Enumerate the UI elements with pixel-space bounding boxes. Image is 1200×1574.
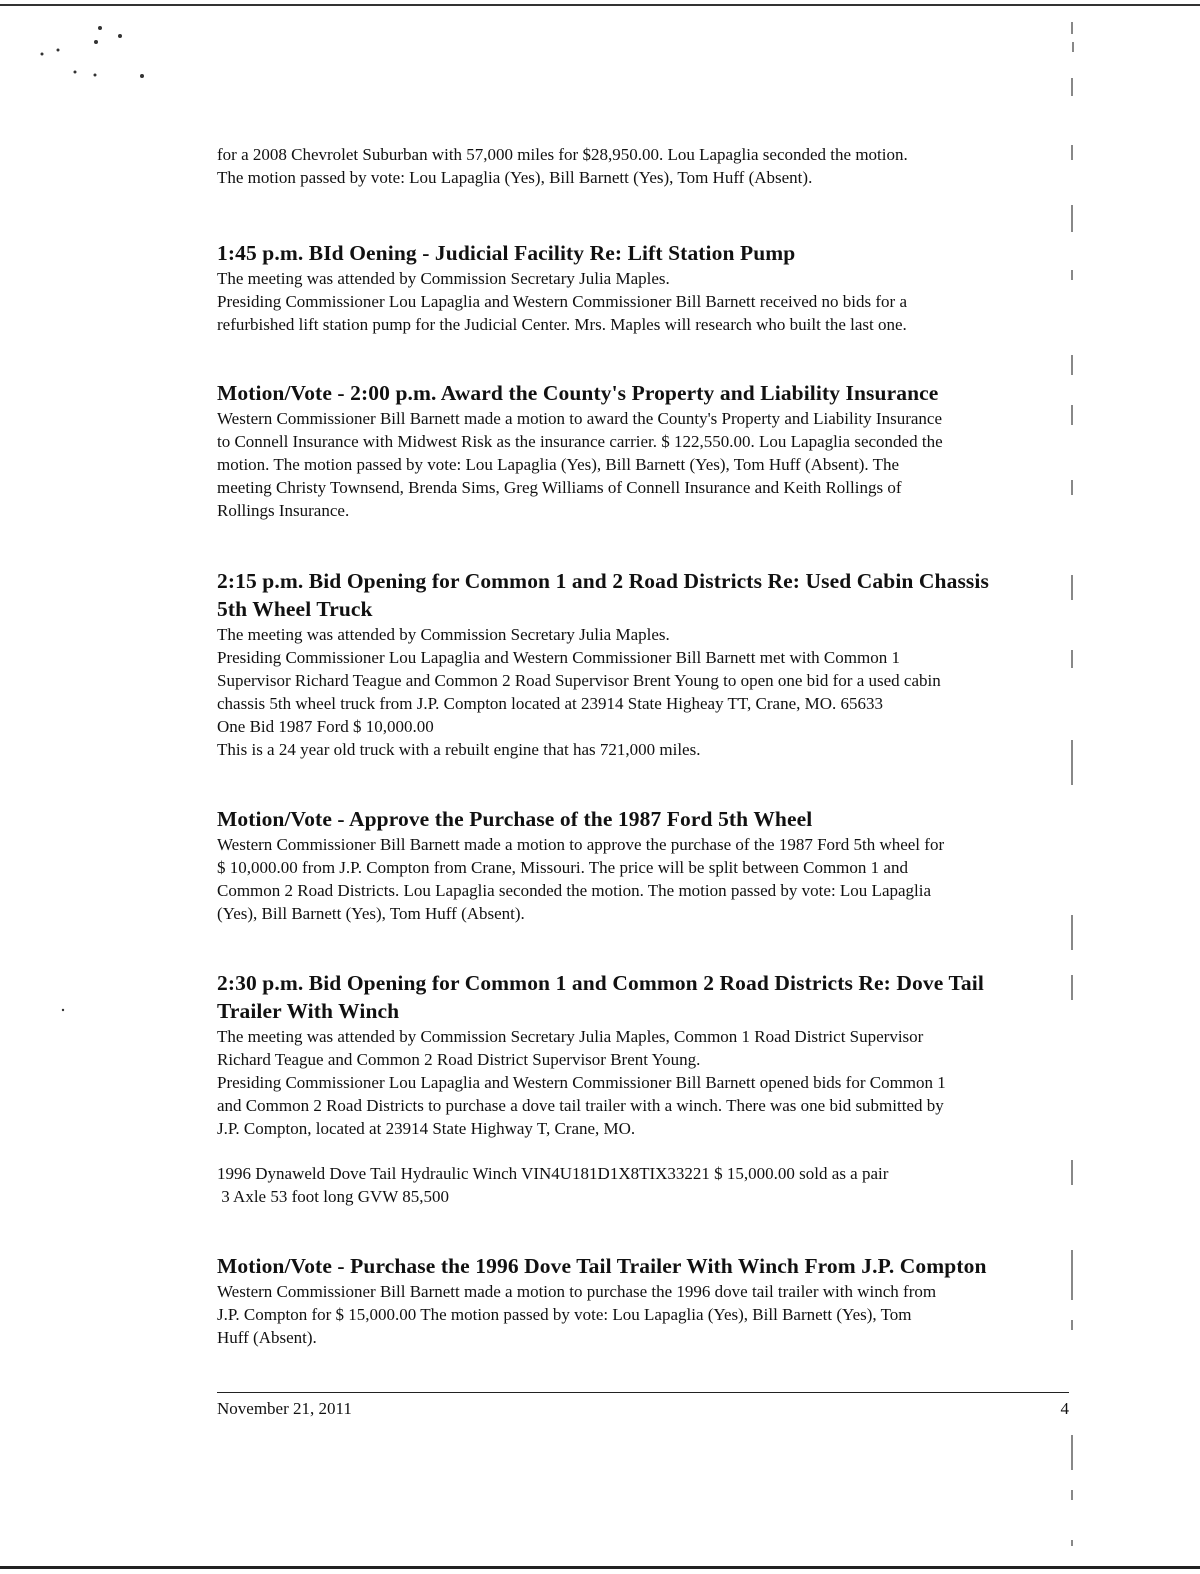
minutes-body (217, 143, 1077, 1349)
section-dove-tail-bid (217, 969, 1077, 1208)
section-heading: 2:30 p.m. Bid Opening for Common 1 and Common 2 Road Districts Re: Dove Tail (217, 971, 984, 995)
bottom-scan-rule (0, 1566, 1200, 1569)
section-heading: 5th Wheel Truck (217, 597, 373, 621)
text-line: Presiding Commissioner Lou Lapaglia and Western Commissioner Bill Barnett received no bids for a (217, 292, 907, 311)
text-line: chassis 5th wheel truck from J.P. Compton located at 23914 State Higheay TT, Crane, MO. 65633 (217, 694, 884, 713)
text-line: The motion passed by vote: Lou Lapaglia (Yes), Bill Barnett (Yes), Tom Huff (Absent). (217, 168, 813, 187)
section-heading: Motion/Vote - Purchase the 1996 Dove Tail Trailer With Winch From J.P. Compton (217, 1254, 987, 1278)
bid-item-line: 3 Axle 53 foot long GVW 85,500 (217, 1187, 450, 1206)
text-line: The meeting was attended by Commission Secretary Julia Maples, Common 1 Road District Supervisor (217, 1027, 924, 1046)
text-line: This is a 24 year old truck with a rebuilt engine that has 721,000 miles. (217, 740, 701, 759)
section-purchase-dove-tail (217, 1252, 1077, 1349)
text-line: $ 10,000.00 from J.P. Compton from Crane, Missouri. The price will be split between Common 1 and (217, 858, 908, 877)
text-line: J.P. Compton, located at 23914 State Highway T, Crane, MO. (217, 1119, 636, 1138)
intro-paragraph (217, 143, 1077, 189)
section-heading: Motion/Vote - 2:00 p.m. Award the County's Property and Liability Insurance (217, 381, 939, 405)
text-line: Common 2 Road Districts. Lou Lapaglia seconded the motion. The motion passed by vote: Lou Lapaglia (217, 881, 932, 900)
page-number: 4 (1060, 1399, 1069, 1418)
section-approve-ford-purchase (217, 805, 1077, 925)
text-line: Huff (Absent). (217, 1328, 317, 1347)
text-line: Western Commissioner Bill Barnett made a motion to award the County's Property and Liability Insurance (217, 409, 942, 428)
text-line: for a 2008 Chevrolet Suburban with 57,000 miles for $28,950.00. Lou Lapaglia seconded the motion. (217, 145, 908, 164)
text-line: The meeting was attended by Commission Secretary Julia Maples. (217, 625, 670, 644)
top-scan-rule (0, 4, 1200, 6)
text-line: meeting Christy Townsend, Brenda Sims, Greg Williams of Connell Insurance and Keith Rollings of (217, 478, 902, 497)
section-heading: Trailer With Winch (217, 999, 400, 1023)
text-line: refurbished lift station pump for the Judicial Center. Mrs. Maples will research who built the last one. (217, 315, 907, 334)
section-insurance-award (217, 379, 1077, 522)
text-line: to Connell Insurance with Midwest Risk as the insurance carrier. $ 122,550.00. Lou Lapaglia seconded the (217, 432, 943, 451)
text-line: One Bid 1987 Ford $ 10,000.00 (217, 717, 434, 736)
bid-item-line: 1996 Dynaweld Dove Tail Hydraulic Winch VIN4U181D1X8TIX33221 $ 15,000.00 sold as a pair (217, 1164, 889, 1183)
text-line: Presiding Commissioner Lou Lapaglia and Western Commissioner Bill Barnett opened bids for Common 1 (217, 1073, 946, 1092)
text-line: Western Commissioner Bill Barnett made a motion to approve the purchase of the 1987 Ford 5th wheel for (217, 835, 945, 854)
text-line: Richard Teague and Common 2 Road District Supervisor Brent Young. (217, 1050, 701, 1069)
text-line: motion. The motion passed by vote: Lou Lapaglia (Yes), Bill Barnett (Yes), Tom Huff (Absent). The (217, 455, 900, 474)
section-heading: 1:45 p.m. BId Oening - Judicial Facility Re: Lift Station Pump (217, 241, 796, 265)
section-heading: 2:15 p.m. Bid Opening for Common 1 and 2 Road Districts Re: Used Cabin Chassis (217, 569, 989, 593)
text-line: Rollings Insurance. (217, 501, 350, 520)
text-line: Supervisor Richard Teague and Common 2 Road Supervisor Brent Young to open one bid for a used cabin (217, 671, 941, 690)
text-line: The meeting was attended by Commission Secretary Julia Maples. (217, 269, 670, 288)
text-line: (Yes), Bill Barnett (Yes), Tom Huff (Absent). (217, 904, 525, 923)
text-line: J.P. Compton for $ 15,000.00 The motion passed by vote: Lou Lapaglia (Yes), Bill Barnett (Yes), Tom (217, 1305, 912, 1324)
page-footer (217, 1392, 1069, 1419)
section-heading: Motion/Vote - Approve the Purchase of the 1987 Ford 5th Wheel (217, 807, 813, 831)
text-line: Western Commissioner Bill Barnett made a motion to purchase the 1996 dove tail trailer with winch from (217, 1282, 937, 1301)
section-cabin-chassis-bid (217, 567, 1077, 761)
footer-date: November 21, 2011 (217, 1399, 352, 1418)
section-lift-station-pump (217, 239, 1077, 336)
text-line: and Common 2 Road Districts to purchase a dove tail trailer with a winch. There was one bid submitted by (217, 1096, 944, 1115)
text-line: Presiding Commissioner Lou Lapaglia and Western Commissioner Bill Barnett met with Common 1 (217, 648, 900, 667)
